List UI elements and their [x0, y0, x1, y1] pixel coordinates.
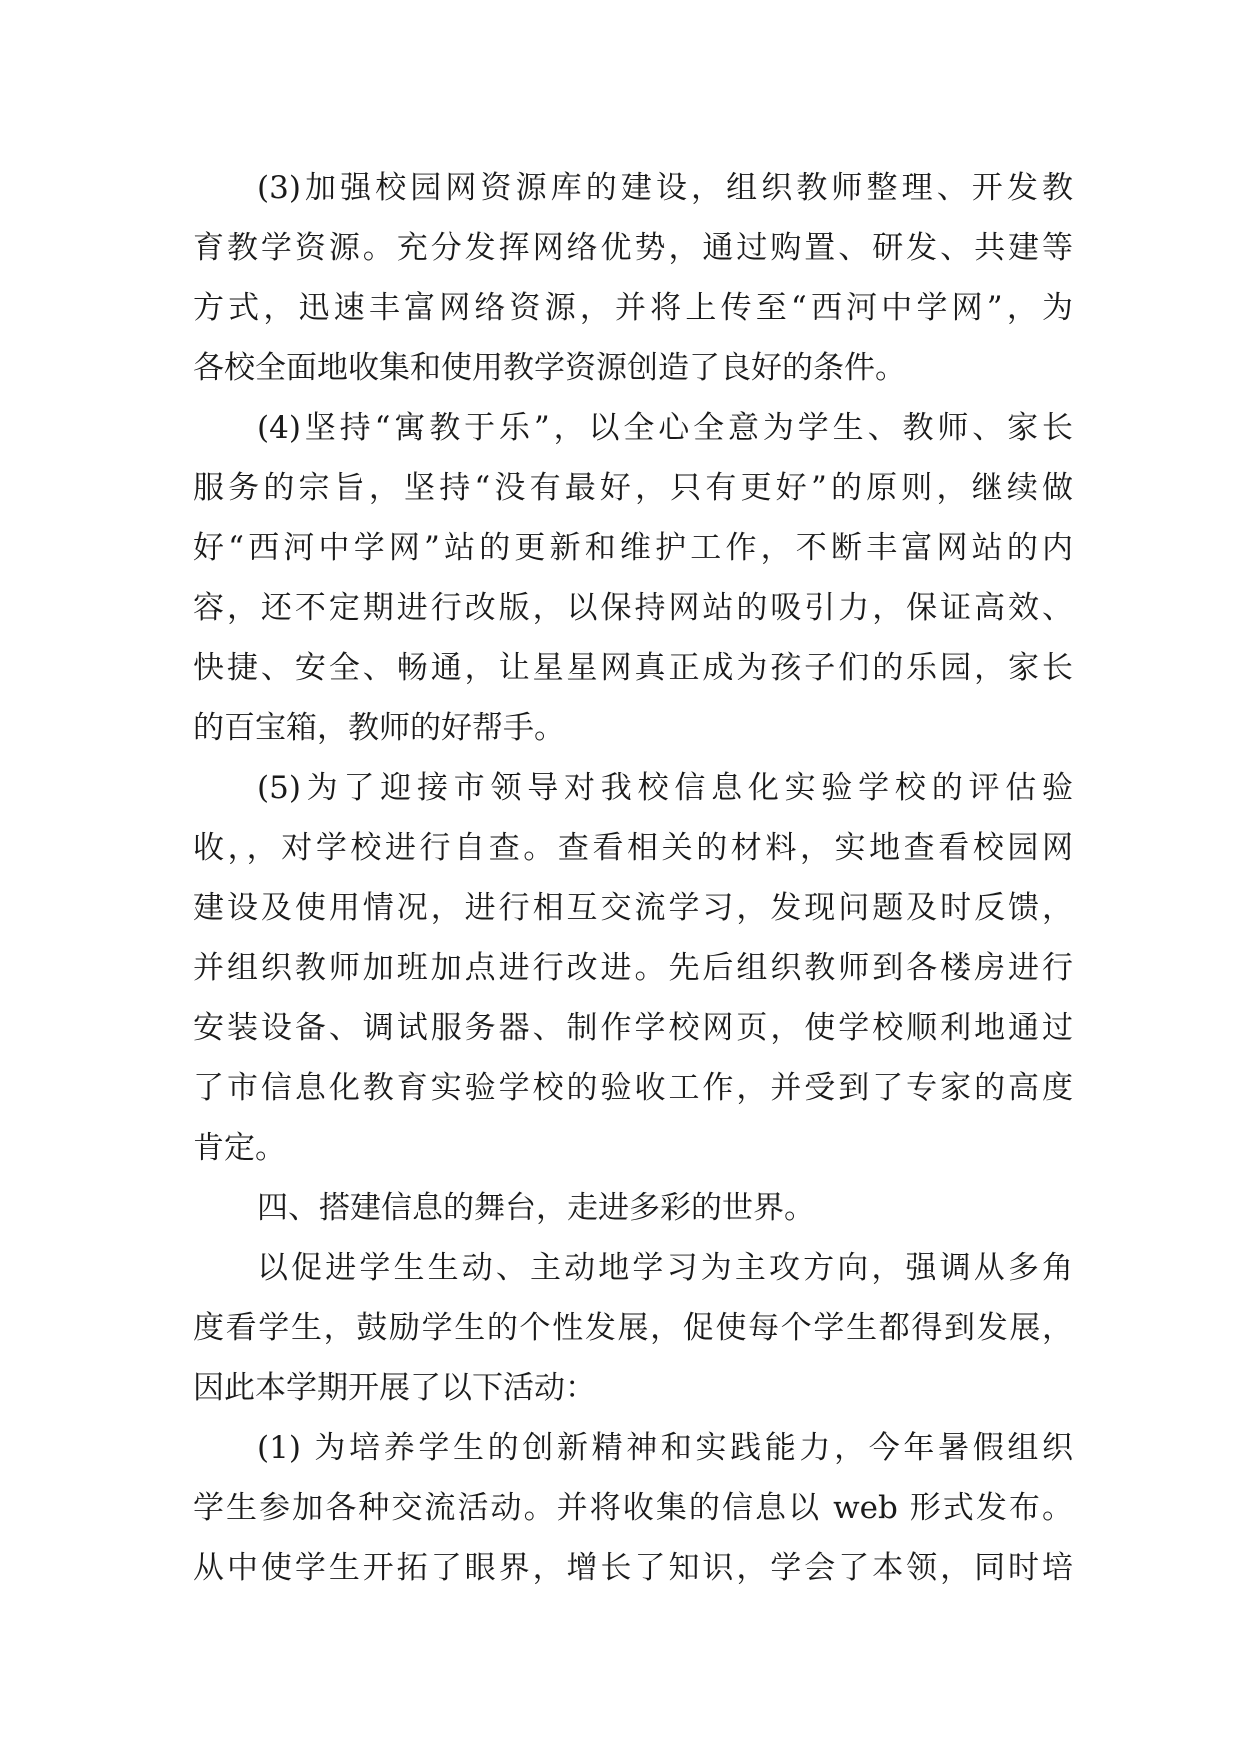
paragraph-intro — [193, 1238, 1073, 1418]
paragraph-line: 从中使学生开拓了眼界，增长了知识，学会了本领，同时培 — [193, 1550, 1073, 1586]
section-heading-4 — [193, 1178, 1073, 1238]
paragraph-line: 育教学资源。充分发挥网络优势，通过购置、研发、共建等 — [193, 230, 1073, 266]
paragraph-line: (1) 为培养学生的创新精神和实践能力，今年暑假组织 — [257, 1430, 1073, 1466]
paragraph-line: (3)加强校园网资源库的建设，组织教师整理、开发教 — [257, 170, 1073, 206]
paragraph-line: 度看学生，鼓励学生的个性发展，促使每个学生都得到发展， — [193, 1310, 1073, 1346]
paragraph-line: 容，还不定期进行改版，以保持网站的吸引力，保证高效、 — [193, 590, 1073, 626]
paragraph-line: 了市信息化教育实验学校的验收工作，并受到了专家的高度 — [193, 1070, 1073, 1106]
paragraph-1 — [193, 1418, 1073, 1598]
paragraph-line: (5)为了迎接市领导对我校信息化实验学校的评估验 — [257, 770, 1073, 806]
paragraph-line: 好“西河中学网”站的更新和维护工作，不断丰富网站的内 — [193, 530, 1073, 566]
paragraph-3 — [193, 158, 1073, 398]
paragraph-line: 肯定。 — [193, 1130, 286, 1166]
paragraph-line: 安装设备、调试服务器、制作学校网页，使学校顺利地通过 — [193, 1010, 1073, 1046]
paragraph-line: 快捷、安全、畅通，让星星网真正成为孩子们的乐园，家长 — [193, 650, 1073, 686]
paragraph-line: 学生参加各种交流活动。并将收集的信息以 web 形式发布。 — [193, 1490, 1073, 1526]
paragraph-line: 因此本学期开展了以下活动： — [193, 1370, 596, 1406]
document-body — [193, 158, 1073, 1598]
section-heading: 四、搭建信息的舞台，走进多彩的世界。 — [257, 1190, 815, 1226]
paragraph-line: 收，，对学校进行自查。查看相关的材料，实地查看校园网 — [193, 830, 1073, 866]
paragraph-line: 各校全面地收集和使用教学资源创造了良好的条件。 — [193, 350, 906, 386]
paragraph-line: 建设及使用情况，进行相互交流学习，发现问题及时反馈， — [193, 890, 1073, 926]
paragraph-line: (4)坚持“寓教于乐”，以全心全意为学生、教师、家长 — [257, 410, 1073, 446]
paragraph-line: 服务的宗旨，坚持“没有最好，只有更好”的原则，继续做 — [193, 470, 1073, 506]
paragraph-4 — [193, 398, 1073, 758]
paragraph-line: 的百宝箱，教师的好帮手。 — [193, 710, 565, 746]
paragraph-line: 方式，迅速丰富网络资源，并将上传至“西河中学网”，为 — [193, 290, 1073, 326]
paragraph-line: 以促进学生生动、主动地学习为主攻方向，强调从多角 — [257, 1250, 1073, 1286]
paragraph-line: 并组织教师加班加点进行改进。先后组织教师到各楼房进行 — [193, 950, 1073, 986]
paragraph-5 — [193, 758, 1073, 1178]
